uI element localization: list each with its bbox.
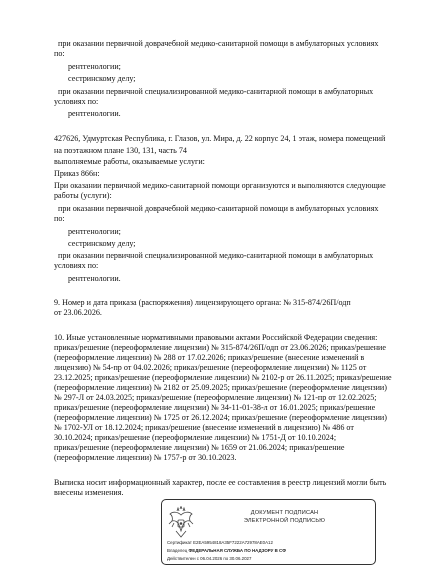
document-line: условиях по:: [54, 261, 99, 270]
document-line: условиях по:: [54, 97, 99, 106]
stamp-owner: [167, 548, 286, 554]
document-line: рентгенологии.: [68, 109, 121, 118]
document-line: рентгенологии;: [68, 62, 121, 71]
document-line: рентгенологии;: [68, 227, 121, 236]
document-line: сестринскому делу;: [68, 239, 136, 248]
document-line: при оказании первичной доврачебной медико-санитарной помощи в амбулаторных условиях: [58, 204, 379, 213]
document-line: 9. Номер и дата приказа (распоряжения) лицензирующего органа: № 315-874/26П/одп: [54, 298, 351, 307]
document-line: 427626, Удмуртская Республика, г. Глазов, ул. Мира, д. 22 корпус 24, 1 этаж, номера помещений: [54, 134, 386, 143]
document-line: № 1702-УЛ от 18.12.2024; приказ/решение (внесение изменений в лицензию) № 486 от: [54, 423, 354, 432]
document-line: работы (услуги):: [54, 191, 112, 200]
document-line: (переоформление лицензии) № 2182 от 25.09.2025; приказ/решение (переоформление лицензии): [54, 383, 387, 392]
document-line: по:: [54, 214, 65, 223]
electronic-signature-stamp: [161, 499, 376, 565]
document-line: (переоформление лицензии) № 1725 от 26.12.2024; приказ/решение (переоформление лицензии): [54, 413, 387, 422]
document-line: при оказании первичной специализированной медико-санитарной помощи в амбулаторных: [58, 87, 374, 96]
document-line: сестринскому делу;: [68, 74, 136, 83]
certificate-label: Сертификат: [167, 540, 192, 545]
document-line: 23.12.2025; приказ/решение (переоформление лицензии) № 2102-р от 26.11.2025; приказ/решение: [54, 373, 392, 382]
document-line: лицензию) № 54-пр от 04.02.2026; приказ/решение (переоформление лицензии) № 1125 от: [54, 363, 367, 372]
document-line: внесены изменения.: [54, 488, 124, 497]
document-line: приказ/решение (переоформление лицензии) № 315-874/26П/одп от 23.06.2026; приказ/решение: [54, 343, 386, 352]
document-line: № 297-Л от 24.03.2025; приказ/решение (переоформление лицензии) № 121-пр от 12.02.2025;: [54, 393, 377, 402]
document-line: на поэтажном плане 130, 131, часть 74: [54, 146, 187, 155]
stamp-subtitle: ЭЛЕКТРОННОЙ ПОДПИСЬЮ: [243, 518, 326, 524]
document-line: при оказании первичной доврачебной медико-санитарной помощи в амбулаторных условиях: [58, 39, 379, 48]
document-line: по:: [54, 49, 65, 58]
owner-label: Владелец: [167, 548, 188, 553]
stamp-validity: Действителен с 06.04.2026 по 30.06.2027: [167, 556, 252, 561]
stamp-title: ДОКУМЕНТ ПОДПИСАН: [250, 510, 319, 516]
document-line: 30.10.2024; приказ/решение (переоформление лицензии) № 1751-Д от 10.10.2024;: [54, 433, 337, 442]
document-line: Приказ 866н:: [54, 169, 100, 178]
document-line: (переоформление лицензии) № 288 от 17.02.2026; приказ/решение (внесение изменений в: [54, 353, 365, 362]
document-line: при оказании первичной специализированной медико-санитарной помощи в амбулаторных: [58, 251, 374, 260]
document-line: рентгенологии.: [68, 274, 121, 283]
document-line: (переоформление лицензии) № 1757-р от 30.10.2023.: [54, 453, 237, 462]
document-line: приказ/решение (переоформление лицензии) № 34-11-01-38-л от 16.01.2025; приказ/решение: [54, 403, 376, 412]
stamp-certificate: [167, 540, 273, 546]
certificate-value: E2EA5954818A35F7222A72978AE0A12: [193, 540, 273, 545]
document-line: от 23.06.2026.: [54, 308, 102, 317]
document-line: Выписка носит информационный характер, после ее составления в реестр лицензий могли быть: [54, 478, 387, 487]
document-line: При оказании первичной медико-санитарной помощи организуются и выполняются следующие: [54, 181, 386, 190]
document-line: 10. Иные установленные нормативными правовыми актами Российской Федерации сведения:: [54, 333, 378, 342]
document-line: выполняемые работы, оказываемые услуги:: [54, 157, 205, 166]
owner-value: ФЕДЕРАЛЬНАЯ СЛУЖБА ПО НАДЗОРУ В СФ: [188, 548, 286, 553]
document-line: приказ/решение (переоформление лицензии) № 1659 от 21.06.2024; приказ/решение: [54, 443, 345, 452]
